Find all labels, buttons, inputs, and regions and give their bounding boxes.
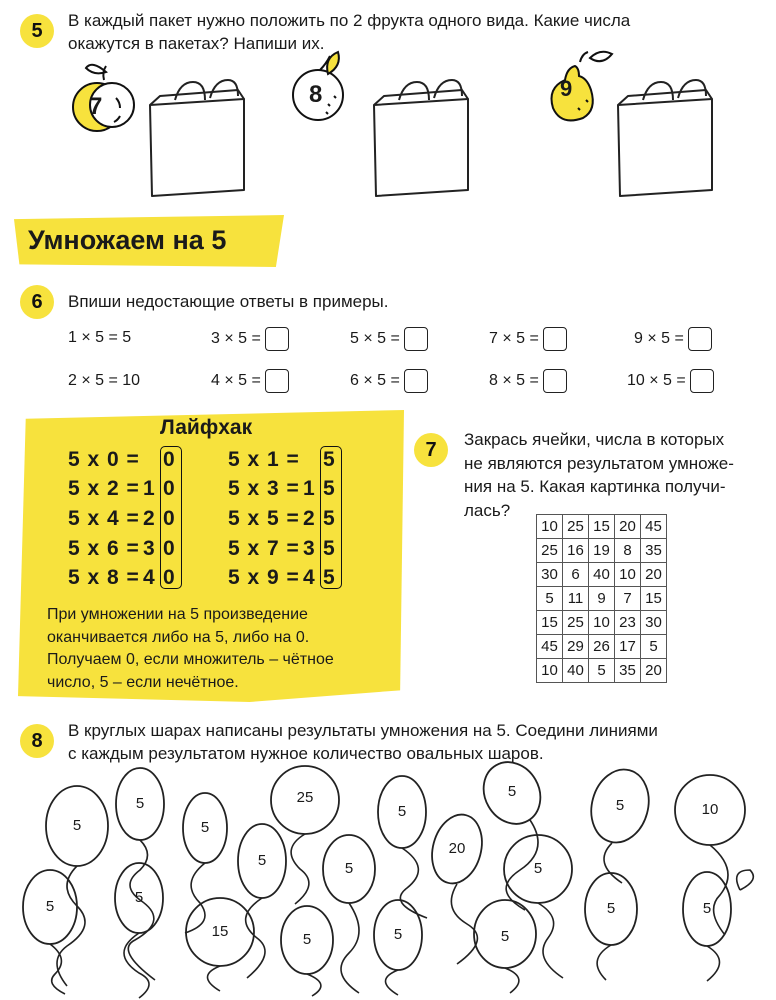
lifehack-ones-digit: 0 (163, 448, 176, 471)
balloon-label: 5 (344, 860, 354, 877)
grid-cell[interactable]: 6 (563, 563, 589, 587)
lifehack-text-line: число, 5 – если нечётное. (47, 673, 239, 691)
balloon-label: 5 (702, 900, 712, 917)
pear-number: 9 (560, 76, 573, 101)
task5-text-line2: окажутся в пакетах? Напиши их. (68, 34, 325, 53)
lifehack-tens-digit: 4 (303, 566, 316, 589)
balloon-label: 5 (606, 900, 616, 917)
lifehack-tens-digit: 4 (143, 566, 156, 589)
grid-cell[interactable]: 23 (615, 611, 641, 635)
example-text: 4 × 5 = (211, 372, 261, 389)
example-8 (489, 369, 567, 393)
lifehack-tens-digit: 1 (303, 477, 316, 500)
answer-box[interactable] (543, 327, 567, 351)
example-text: 8 × 5 = (489, 372, 539, 389)
answer-box[interactable] (265, 327, 289, 351)
grid-cell[interactable]: 26 (589, 635, 615, 659)
lifehack-text-line: оканчивается либо на 5, либо на 0. (47, 628, 310, 646)
grid-cell[interactable]: 25 (537, 539, 563, 563)
grid-cell[interactable]: 29 (563, 635, 589, 659)
example-4 (211, 369, 289, 393)
lifehack-tens-digit: 2 (303, 507, 316, 530)
example-text: 2 × 5 = 10 (68, 372, 141, 389)
example-text: 7 × 5 = (489, 330, 539, 347)
grid-cell[interactable]: 5 (589, 659, 615, 683)
apricot-number: 8 (309, 81, 323, 108)
balloon-label: 5 (134, 889, 144, 906)
lifehack-ones-digit: 5 (323, 537, 336, 560)
lifehack-equation: 5 x 4 = (68, 507, 140, 530)
lifehack-ones-digit: 5 (323, 507, 336, 530)
balloon-label: 5 (302, 931, 312, 948)
grid-cell[interactable]: 5 (537, 587, 563, 611)
lifehack-equation: 5 x 1 = (228, 448, 300, 471)
lifehack-equation: 5 x 5 = (228, 507, 300, 530)
grid-cell[interactable]: 45 (537, 635, 563, 659)
answer-box[interactable] (265, 369, 289, 393)
bag-icon-1 (150, 80, 244, 196)
grid-cell[interactable]: 20 (641, 659, 667, 683)
answer-box[interactable] (404, 369, 428, 393)
number-grid (536, 514, 667, 683)
grid-cell[interactable]: 19 (589, 539, 615, 563)
task5-text-line1: В каждый пакет нужно положить по 2 фрукта одного вида. Какие числа (68, 11, 631, 30)
grid-row (537, 611, 667, 635)
task8-text-line1: В круглых шарах написаны результаты умножения на 5. Соедини линиями (68, 721, 658, 740)
grid-cell[interactable]: 10 (589, 611, 615, 635)
grid-cell[interactable]: 25 (563, 611, 589, 635)
balloon-label: 5 (135, 795, 145, 812)
example-3 (211, 327, 289, 351)
task6-number: 6 (20, 285, 54, 319)
grid-cell[interactable]: 10 (537, 659, 563, 683)
lifehack-ones-digit: 0 (163, 477, 176, 500)
balloon-label: 5 (45, 898, 55, 915)
lifehack-ones-digit: 0 (163, 537, 176, 560)
lifehack-equation: 5 x 2 = (68, 477, 140, 500)
balloon-label: 5 (507, 783, 517, 800)
lifehack-ones-digit: 5 (323, 566, 336, 589)
task8-text-line2: с каждым результатом нужное количество овальных шаров. (68, 744, 544, 763)
task6-text: Впиши недостающие ответы в примеры. (68, 292, 389, 311)
example-10 (627, 369, 714, 393)
grid-row (537, 659, 667, 683)
example-text: 3 × 5 = (211, 330, 261, 347)
grid-cell[interactable]: 20 (615, 515, 641, 539)
grid-row (537, 635, 667, 659)
example-9 (634, 327, 712, 351)
lifehack-tens-digit: 3 (303, 537, 316, 560)
balloon-label: 5 (533, 860, 543, 877)
balloon-label: 5 (500, 928, 510, 945)
example-text: 5 × 5 = (350, 330, 400, 347)
lifehack-text-line: При умножении на 5 произведение (47, 606, 308, 623)
task7-text-line: не являются результатом умноже- (464, 453, 734, 473)
balloon-label: 15 (211, 923, 229, 940)
task7-text-line: лась? (464, 500, 511, 520)
section-title: Умножаем на 5 (28, 225, 227, 255)
lifehack-title: Лайфхак (160, 416, 253, 439)
lifehack-text-line: Получаем 0, если множитель – чётное (47, 651, 334, 668)
lifehack-text (47, 604, 397, 694)
task8-number: 8 (20, 724, 54, 758)
bag-icon-2 (374, 80, 468, 196)
lifehack-ones-digit: 0 (163, 566, 176, 589)
task7-number: 7 (414, 433, 448, 467)
grid-cell[interactable]: 15 (589, 515, 615, 539)
grid-cell[interactable]: 30 (537, 563, 563, 587)
lifehack-ones-digit: 5 (323, 477, 336, 500)
lifehack-tens-digit: 3 (143, 537, 156, 560)
lifehack-equation: 5 x 3 = (228, 477, 300, 500)
grid-cell[interactable]: 8 (615, 539, 641, 563)
bag-icon-3 (618, 80, 712, 196)
grid-row (537, 515, 667, 539)
answer-box[interactable] (690, 369, 714, 393)
grid-cell[interactable]: 7 (615, 587, 641, 611)
example-2 (68, 372, 140, 390)
example-5 (350, 327, 428, 351)
apple-icon (73, 65, 134, 131)
grid-cell[interactable]: 20 (641, 563, 667, 587)
lifehack-equation: 5 x 7 = (228, 537, 300, 560)
example-1 (68, 329, 131, 347)
example-text: 9 × 5 = (634, 330, 684, 347)
grid-cell[interactable]: 10 (615, 563, 641, 587)
balloon-label: 10 (701, 801, 719, 818)
grid-cell[interactable]: 35 (641, 539, 667, 563)
grid-cell[interactable]: 9 (589, 587, 615, 611)
grid-cell[interactable]: 5 (641, 635, 667, 659)
balloons-svg (23, 752, 745, 974)
example-text: 1 × 5 = 5 (68, 329, 132, 346)
grid-cell[interactable]: 17 (615, 635, 641, 659)
balloon-label: 5 (615, 797, 625, 814)
grid-cell[interactable]: 10 (537, 515, 563, 539)
grid-row (537, 563, 667, 587)
lifehack-tens-digit: 1 (143, 477, 156, 500)
task7-text (464, 428, 734, 522)
example-text: 6 × 5 = (350, 372, 400, 389)
balloon-label: 20 (448, 840, 466, 857)
answer-box[interactable] (543, 369, 567, 393)
grid-cell[interactable]: 15 (641, 587, 667, 611)
balloon-label: 5 (393, 926, 403, 943)
grid-cell[interactable]: 15 (537, 611, 563, 635)
lifehack-ones-digit: 5 (323, 448, 336, 471)
grid-cell[interactable]: 11 (563, 587, 589, 611)
example-text: 10 × 5 = (627, 372, 686, 389)
example-7 (489, 327, 567, 351)
answer-box[interactable] (688, 327, 712, 351)
grid-cell[interactable]: 40 (589, 563, 615, 587)
grid-cell[interactable]: 45 (641, 515, 667, 539)
grid-cell[interactable]: 25 (563, 515, 589, 539)
apple-number: 7 (89, 93, 103, 120)
balloon-label: 5 (200, 819, 210, 836)
grid-cell[interactable]: 30 (641, 611, 667, 635)
balloon-label: 5 (72, 817, 82, 834)
balloon-label: 25 (296, 789, 314, 806)
balloon-label: 5 (257, 852, 267, 869)
grid-row (537, 587, 667, 611)
lifehack-equation: 5 x 8 = (68, 566, 140, 589)
answer-box[interactable] (404, 327, 428, 351)
task7-text-line: ния на 5. Какая картинка получи- (464, 477, 726, 496)
lifehack-ones-digit: 0 (163, 507, 176, 530)
grid-cell[interactable]: 16 (563, 539, 589, 563)
grid-cell[interactable]: 35 (615, 659, 641, 683)
lifehack-equation: 5 x 6 = (68, 537, 140, 560)
balloon-label: 5 (397, 803, 407, 820)
lifehack-tens-digit: 2 (143, 507, 156, 530)
lifehack-equation: 5 x 9 = (228, 566, 300, 589)
lifehack-equation: 5 x 0 = (68, 448, 140, 471)
grid-row (537, 539, 667, 563)
task5-number: 5 (20, 14, 54, 48)
example-6 (350, 369, 428, 393)
grid-cell[interactable]: 40 (563, 659, 589, 683)
task7-text-line: Закрась ячейки, числа в которых (464, 430, 725, 449)
